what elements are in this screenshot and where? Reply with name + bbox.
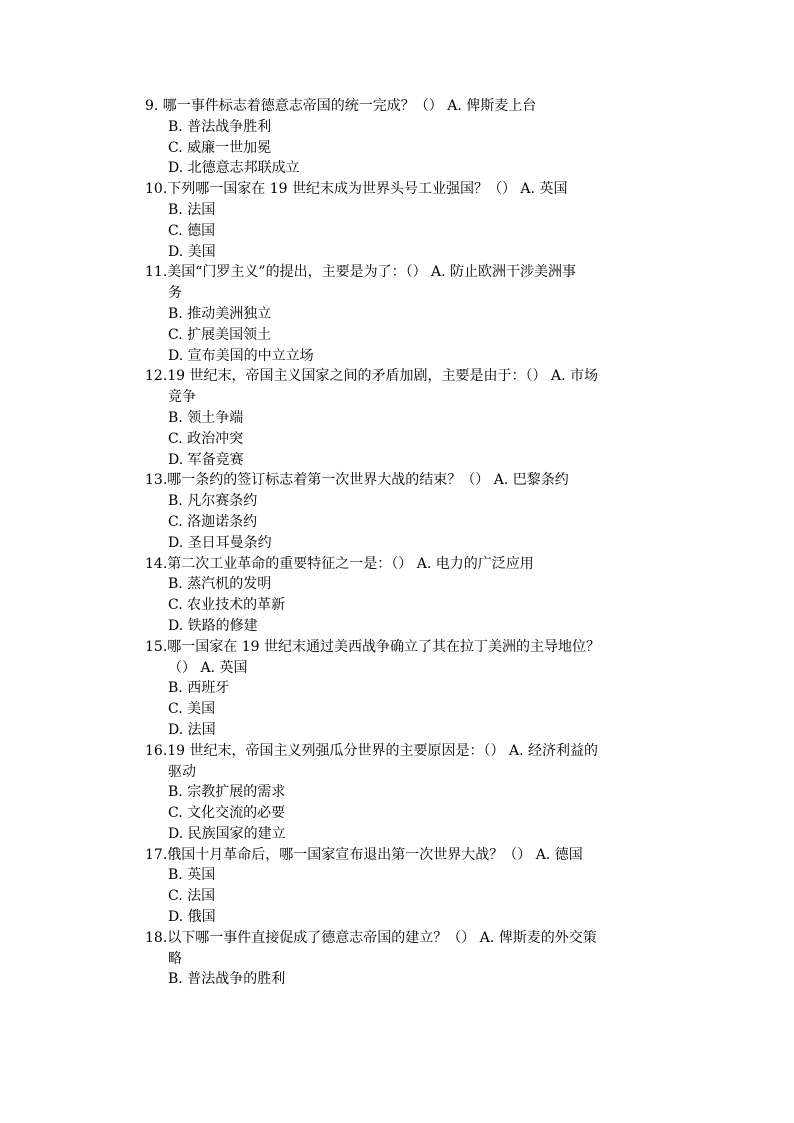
- answer-option: B. 凡尔赛条约: [168, 493, 258, 510]
- answer-option: C. 扩展美国领土: [168, 326, 272, 343]
- answer-option: D. 民族国家的建立: [168, 825, 286, 842]
- answer-option: D. 铁路的修建: [168, 617, 258, 634]
- answer-option: B. 宗教扩展的需求: [168, 784, 286, 801]
- answer-option: B. 普法战争的胜利: [168, 971, 286, 988]
- question-block: [145, 179, 670, 262]
- answer-option: C. 威廉一世加冕: [168, 139, 272, 156]
- answer-option: D. 美国: [168, 243, 216, 260]
- question-text: 9. 哪一事件标志着德意志帝国的统一完成？（） A. 俾斯麦上台: [145, 98, 537, 114]
- question-list: [145, 96, 670, 990]
- question-text-continued: 驱动: [168, 763, 196, 780]
- question-text: 11.美国“门罗主义”的提出，主要是为了：（） A. 防止欧洲干涉美洲事: [145, 264, 577, 281]
- question-block: [145, 554, 670, 637]
- question-block: [145, 741, 670, 845]
- answer-option: D. 圣日耳曼条约: [168, 534, 272, 551]
- answer-option: B. 领土争端: [168, 409, 244, 426]
- question-block: [145, 262, 670, 366]
- question-block: [145, 845, 670, 928]
- question-text: 18.以下哪一事件直接促成了德意志帝国的建立？（） A. 俾斯麦的外交策: [145, 929, 597, 946]
- question-block: [145, 637, 670, 741]
- question-text-continued: （） A. 英国: [168, 659, 248, 676]
- answer-option: C. 洛迦诺条约: [168, 513, 258, 530]
- answer-option: D. 俄国: [168, 909, 216, 926]
- answer-option: C. 政治冲突: [168, 430, 244, 447]
- question-text: 14.第二次工业革命的重要特征之一是：（） A. 电力的广泛应用: [145, 555, 534, 572]
- answer-option: C. 德国: [168, 222, 216, 239]
- question-block: [145, 928, 670, 990]
- answer-option: C. 美国: [168, 701, 216, 718]
- question-text: 12.19 世纪末，帝国主义国家之间的矛盾加剧，主要是由于：（） A. 市场: [145, 368, 598, 385]
- question-text-continued: 务: [168, 285, 182, 302]
- answer-option: B. 西班牙: [168, 680, 230, 697]
- question-text: 17.俄国十月革命后，哪一国家宣布退出第一次世界大战？（） A. 德国: [145, 846, 583, 863]
- question-text: 16.19 世纪末，帝国主义列强瓜分世界的主要原因是：（） A. 经济利益的: [145, 742, 598, 759]
- answer-option: C. 农业技术的革新: [168, 597, 286, 614]
- answer-option: D. 军备竞赛: [168, 451, 244, 468]
- question-block: [145, 366, 670, 470]
- answer-option: D. 北德意志邦联成立: [168, 160, 300, 177]
- answer-option: B. 推动美洲独立: [168, 305, 272, 322]
- question-text: 13.哪一条约的签订标志着第一次世界大战的结束？（） A. 巴黎条约: [145, 472, 569, 489]
- question-text: 15.哪一国家在 19 世纪末通过美西战争确立了其在拉丁美洲的主导地位？: [145, 638, 600, 655]
- answer-option: C. 法国: [168, 888, 216, 905]
- question-text-continued: 竞争: [168, 389, 196, 406]
- answer-option: D. 宣布美国的中立立场: [168, 347, 314, 364]
- answer-option: B. 蒸汽机的发明: [168, 576, 272, 593]
- answer-option: C. 文化交流的必要: [168, 805, 286, 822]
- question-text: 10.下列哪一国家在 19 世纪末成为世界头号工业强国？（） A. 英国: [145, 181, 568, 198]
- question-block: [145, 470, 670, 553]
- answer-option: B. 英国: [168, 867, 216, 884]
- question-block: [145, 96, 670, 179]
- question-text-continued: 略: [168, 950, 182, 967]
- answer-option: B. 普法战争胜利: [168, 118, 272, 135]
- answer-option: B. 法国: [168, 201, 216, 218]
- answer-option: D. 法国: [168, 721, 216, 738]
